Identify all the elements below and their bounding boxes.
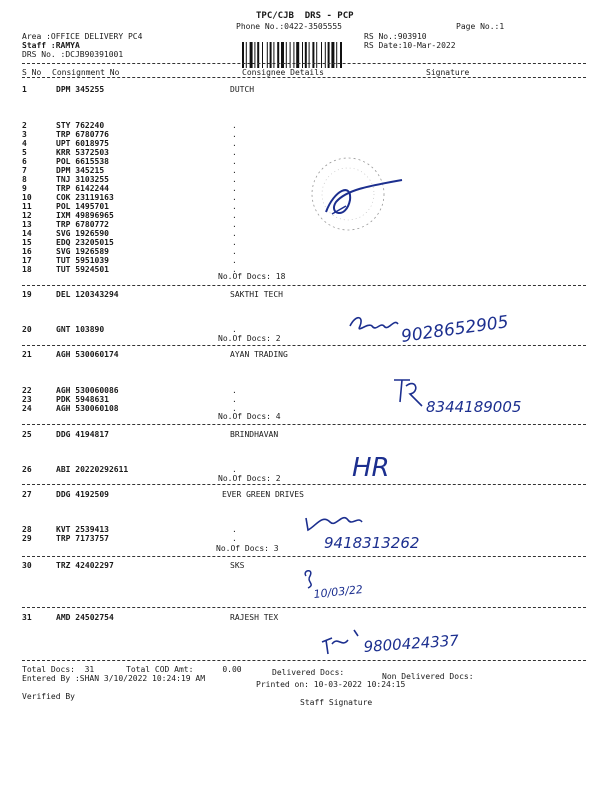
consignment-number: COK 23119163: [56, 193, 114, 202]
consignment-number: TRZ 42402297: [56, 561, 114, 570]
row-sno: 17: [22, 256, 32, 265]
consignee-name: SAKTHI TECH: [230, 290, 283, 299]
row-sno: 29: [22, 534, 32, 543]
row-sno: 18: [22, 265, 32, 274]
row-sno: 27: [22, 490, 32, 499]
consignment-number: TNJ 3103255: [56, 175, 109, 184]
row-sno: 3: [22, 130, 27, 139]
consignment-number: TRP 6780776: [56, 130, 109, 139]
consignment-number: KVT 2539413: [56, 525, 109, 534]
document-title: TPC/CJB DRS - PCP: [256, 11, 354, 21]
row-sno: 10: [22, 193, 32, 202]
divider: [22, 77, 586, 78]
row-sno: 23: [22, 395, 32, 404]
handwritten-phone: 8344189005: [426, 398, 522, 416]
consignee-dots: . . . . . . . . . . . . . . . . .: [232, 121, 237, 274]
row-sno: 20: [22, 325, 32, 334]
row-sno: 11: [22, 202, 32, 211]
consignment-number: GNT 103890: [56, 325, 105, 334]
consignment-number: TRP 7173757: [56, 534, 109, 543]
consignment-number: TRP 6142244: [56, 184, 109, 193]
consignment-number: EDQ 23205015: [56, 238, 114, 247]
divider: [22, 484, 586, 485]
rs-number: RS No.:903910: [364, 32, 427, 41]
office-phone: Phone No.:0422-3505555: [236, 22, 342, 31]
consignment-number: STY 762240: [56, 121, 105, 130]
consignment-number: AGH 530060174: [56, 350, 119, 359]
consignment-number: TUT 5924501: [56, 265, 109, 274]
printed-on: Printed on: 10-03-2022 10:24:15: [256, 680, 406, 689]
consignment-number: TRP 6780772: [56, 220, 109, 229]
divider: [22, 660, 586, 661]
total-docs: Total Docs: 31: [22, 665, 95, 674]
handwritten-signature: [346, 312, 510, 359]
row-sno: 5: [22, 148, 27, 157]
row-sno: 31: [22, 613, 32, 622]
handwritten-phone: 9800424337: [363, 631, 460, 656]
row-sno: 25: [22, 430, 32, 439]
consignee-name: SKS: [230, 561, 245, 570]
column-signature: Signature: [426, 68, 470, 77]
docs-count: No.Of Docs: 3: [216, 544, 279, 553]
entered-by: Entered By :SHAN 3/10/2022 10:24:19 AM: [22, 674, 206, 683]
consignment-number: UPT 6018975: [56, 139, 109, 148]
non-delivered-docs: Non Delivered Docs:: [382, 672, 474, 681]
staff-signature: Staff Signature: [300, 698, 373, 707]
row-sno: 26: [22, 465, 32, 474]
row-sno: 16: [22, 247, 32, 256]
consignment-number: IXM 49896965: [56, 211, 114, 220]
consignment-number: AGH 530060108: [56, 404, 119, 413]
handwritten-signature: [318, 622, 488, 664]
handwritten-signature: [302, 506, 472, 558]
consignment-number: AMD 24502754: [56, 613, 114, 622]
consignment-number: KRR 5372503: [56, 148, 109, 157]
handwritten-signature: [300, 566, 380, 608]
consignee-name: DUTCH: [230, 85, 255, 94]
row-sno: 1: [22, 85, 27, 94]
row-sno: 12: [22, 211, 32, 220]
divider: [22, 63, 586, 64]
handwritten-signature: [388, 372, 538, 424]
row-sno: 9: [22, 184, 27, 193]
handwritten-initials: HR: [352, 453, 390, 483]
consignment-number: DDG 4192509: [56, 490, 109, 499]
row-sno: 7: [22, 166, 27, 175]
row-sno: 8: [22, 175, 27, 184]
consignment-number: POL 6615538: [56, 157, 109, 166]
barcode-image: [232, 33, 370, 70]
divider: [22, 607, 586, 608]
consignment-number: DPM 345255: [56, 85, 105, 94]
divider: [22, 556, 586, 557]
rs-date: RS Date:10-Mar-2022: [364, 41, 456, 50]
consignee-name: EVER GREEN DRIVES: [222, 490, 304, 499]
consignment-number: PDK 5948631: [56, 395, 109, 404]
delivered-docs: Delivered Docs:: [272, 668, 345, 677]
row-sno: 2: [22, 121, 27, 130]
consignee-dots: .: [232, 325, 237, 334]
handwritten-phone: 9418313262: [324, 534, 420, 552]
consignee-name: AYAN TRADING: [230, 350, 288, 359]
consignee-dots: . . .: [232, 386, 237, 413]
consignment-number: ABI 20220292611: [56, 465, 129, 474]
consignment-number: DPM 345215: [56, 166, 105, 175]
consignment-number: SVG 1926589: [56, 247, 109, 256]
row-sno: 28: [22, 525, 32, 534]
divider: [22, 345, 586, 346]
consignment-number: POL 1495701: [56, 202, 109, 211]
consignment-number: DDG 4194817: [56, 430, 109, 439]
consignee-dots: . .: [232, 525, 237, 543]
row-sno: 30: [22, 561, 32, 570]
consignee-name: BRINDHAVAN: [230, 430, 279, 439]
row-sno: 4: [22, 139, 27, 148]
row-sno: 13: [22, 220, 32, 229]
row-sno: 15: [22, 238, 32, 247]
verified-by: Verified By: [22, 692, 75, 701]
consignment-number: SVG 1926590: [56, 229, 109, 238]
drs-number: DRS No. :DCJB90391001: [22, 50, 124, 59]
consignee-name: RAJESH TEX: [230, 613, 279, 622]
row-sno: 21: [22, 350, 32, 359]
page-number: Page No.:1: [456, 22, 505, 31]
consignee-dots: .: [232, 465, 237, 474]
row-sno: 22: [22, 386, 32, 395]
column-sno: S No: [22, 68, 42, 77]
docs-count: No.Of Docs: 2: [218, 474, 281, 483]
row-sno: 19: [22, 290, 32, 299]
consignment-number: AGH 530060086: [56, 386, 119, 395]
docs-count: No.Of Docs: 18: [218, 272, 286, 281]
column-consignment: Consignment No: [52, 68, 120, 77]
row-sno: 24: [22, 404, 32, 413]
handwritten-phone: 9028652905: [399, 312, 510, 347]
docs-count: No.Of Docs: 4: [218, 412, 281, 421]
row-sno: 6: [22, 157, 27, 166]
staff-label: Staff :RAMYA: [22, 41, 80, 50]
consignment-number: TUT 5951039: [56, 256, 109, 265]
signature-stamp: [306, 150, 406, 242]
handwritten-date: 10/03/22: [312, 582, 364, 601]
area-label: Area :OFFICE DELIVERY PC4: [22, 32, 143, 41]
handwritten-signature: [350, 442, 420, 489]
total-cod-amount: Total COD Amt: 0.00: [126, 665, 242, 674]
divider: [22, 285, 586, 286]
column-consignee: Consignee Details: [242, 68, 324, 77]
docs-count: No.Of Docs: 2: [218, 334, 281, 343]
row-sno: 14: [22, 229, 32, 238]
divider: [22, 424, 586, 425]
consignment-number: DEL 120343294: [56, 290, 119, 299]
